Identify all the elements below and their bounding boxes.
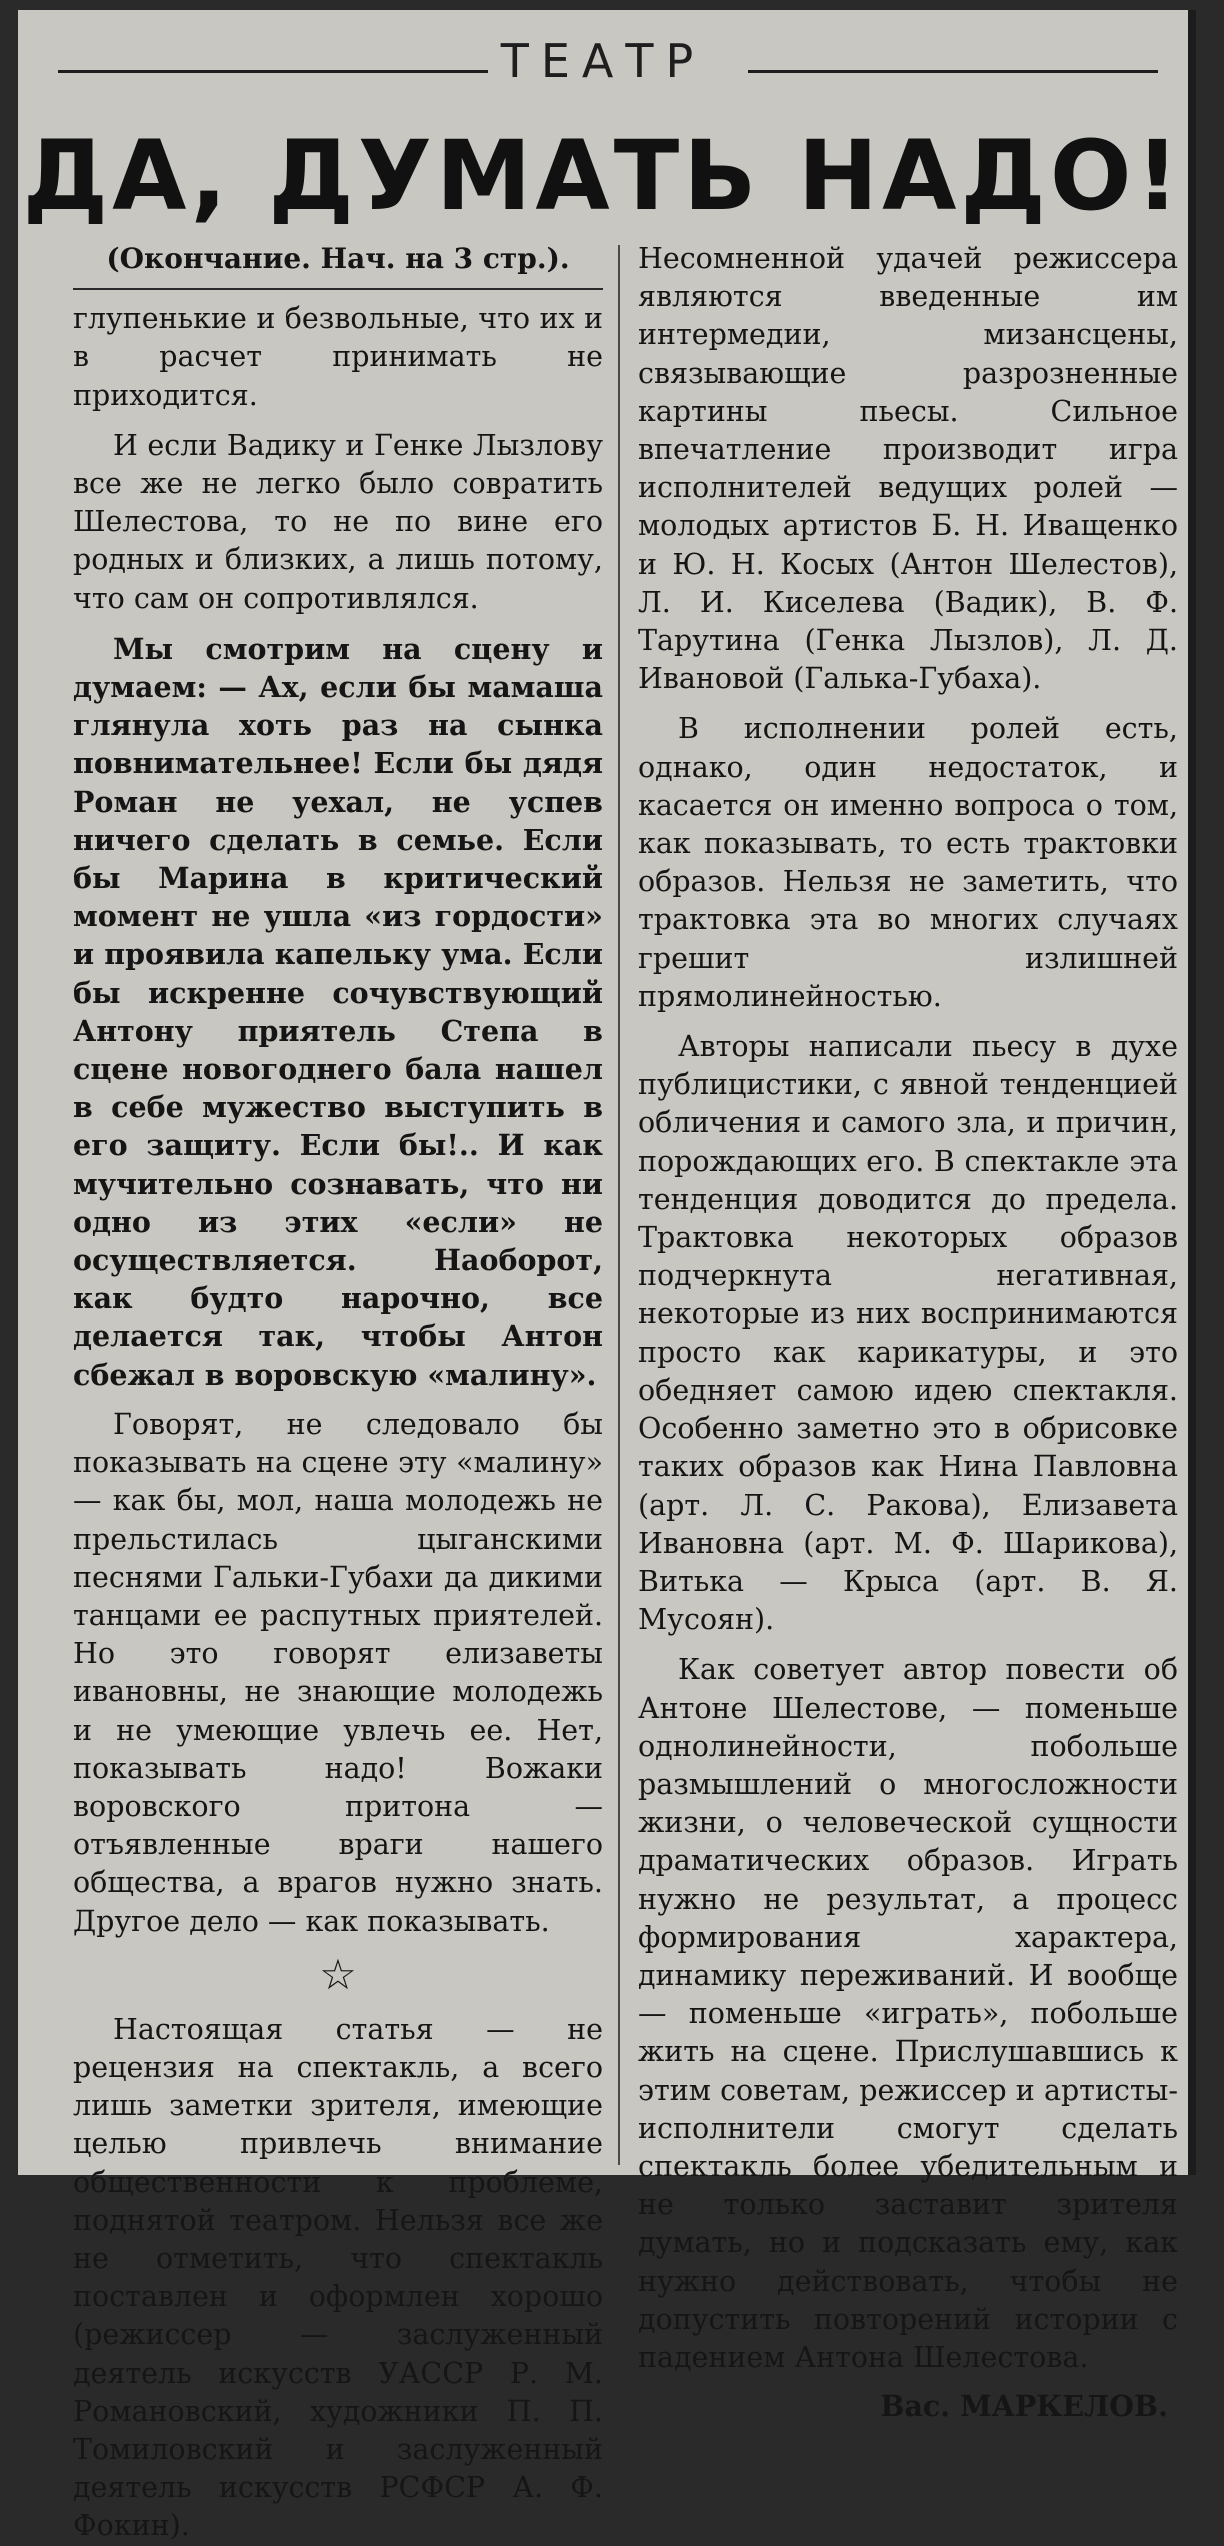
paragraph: Говорят, не следовало бы показывать на сцене эту «малину» — как бы, мол, наша молодежь не прельстилась цыганскими песнями Гальки-Губахи да дикими танцами ее распутных приятелей. Но это говорят елизаветы ивановны, не знающие молодежь и не умеющие увлечь ее. Нет, показывать надо! Вожаки воровского притона — отъявленные враги нашего общества, а врагов нужно знать. Другое дело — как показывать.	[73, 1407, 603, 1938]
right-column	[638, 240, 1178, 2425]
article-headline: ДА, ДУМАТЬ НАДО!	[22, 120, 1184, 232]
paragraph: Несомненной удачей режиссера являются введенные им интермедии, мизансцены, связывающие разрозненные картины пьесы. Сильное впечатление производит игра исполнителей ведущих ролей — молодых артистов Б. Н. Иващенко и Ю. Н. Косых (Антон Шелестов), Л. И. Киселева (Вадик), В. Ф. Тарутина (Генка Лызлов), Л. Д. Ивановой (Галька-Губаха).	[638, 242, 1178, 696]
paragraph: глупенькие и безвольные, что их и в расчет принимать не приходится.	[73, 302, 603, 412]
paragraph: И если Вадику и Генке Лызлову все же не легко было совратить Шелестова, то не по вине его родных и близких, а лишь потому, что сам он сопротивлялся.	[73, 428, 603, 615]
paragraph: Авторы написали пьесу в духе публицистики, с явной тенденцией обличения и самого зла, и причин, порождающих его. В спектакле эта тенденция доводится до предела. Трактовка некоторых образов подчеркнута негативная, некоторые из них воспринимаются просто как карикатуры, и это обедняет самою идею спектакля. Особенно заметно это в обрисовке таких образов как Нина Павловна (арт. Л. С. Ракова), Елизавета Ивановна (арт. М. Ф. Шарикова), Витька — Крыса (арт. В. Я. Мусоян).	[638, 1030, 1178, 1637]
author-signature: Вас. МАРКЕЛОВ.	[880, 2389, 1168, 2424]
paragraph: Настоящая статья — не рецензия на спектакль, а всего лишь заметки зрителя, имеющие целью привлечь внимание общественности к проблеме, поднятой театром. Нельзя все же не отметить, что спектакль поставлен и оформлен хорошо (режиссер — заслуженный деятель искусств УАССР Р. М. Романовский, художники П. П. Томиловский и заслуженный деятель искусств РСФСР А. Ф. Фокин).	[73, 2012, 603, 2543]
note-rule	[73, 288, 603, 290]
paragraph: Мы смотрим на сцену и думаем: — Ах, если бы мамаша глянула хоть раз на сынка повнимательнее! Если бы дядя Роман не уехал, не успев ничего сделать в семье. Если бы Марина в критический момент не ушла «из гордости» и проявила капельку ума. Если бы искренне сочувствующий Антону приятель Степа в сцене новогоднего бала нашел в себе мужество выступить в его защиту. Если бы!.. И как мучительно сознавать, что ни одно из этих «если» не осуществляется. Наоборот, как будто нарочно, все делается так, чтобы Антон сбежал в воровскую «малину».	[73, 631, 603, 1392]
column-divider	[618, 245, 620, 2165]
paragraph: В исполнении ролей есть, однако, один недостаток, и касается он именно вопроса о том, как показывать, то есть трактовки образов. Нельзя не заметить, что трактовка эта во многих случаях грешит излишней прямолинейностью.	[638, 712, 1178, 1013]
left-column	[73, 240, 603, 2546]
newspaper-clipping	[18, 10, 1196, 2543]
paragraph: Как советует автор повести об Антоне Шелестове, — поменьше однолинейности, побольше размышлений о многосложности жизни, о человеческой сущности драматических образов. Играть нужно не результат, а процесс формирования характера, динамику переживаний. И вообще — поменьше «играть», побольше жить на сцене. Прислушавшись к этим советам, режиссер и артисты-исполнители смогут сделать спектакль более убедительным и не только заставит зрителя думать, но и подсказать ему, как нужно действовать, чтобы не допустить повторений истории с падением Антона Шелестова.	[638, 1653, 1178, 2374]
star-icon: ☆	[319, 1949, 357, 1999]
rubric-title: ТЕАТР	[500, 34, 706, 88]
continuation-note: (Окончание. Нач. на 3 стр.).	[106, 242, 570, 275]
rubric-rule-right	[748, 70, 1158, 73]
